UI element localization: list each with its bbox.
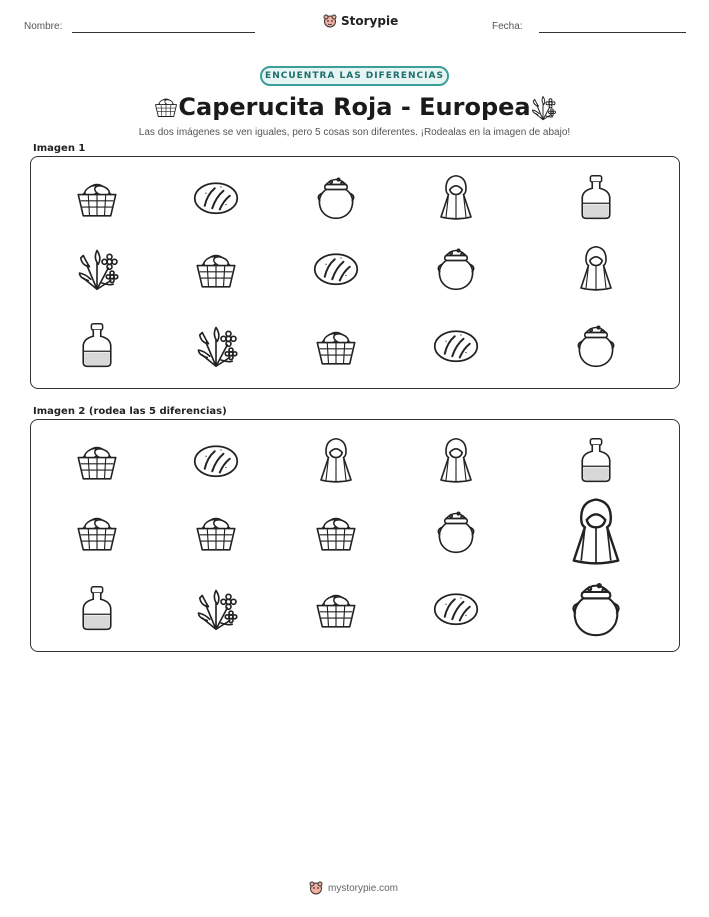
basket-icon [311,320,361,370]
image1-label: Imagen 1 [33,143,86,154]
storypie-mascot-icon [309,881,323,895]
basket-icon[interactable] [191,506,241,556]
bread-icon [191,172,241,222]
flowers-icon [191,320,241,370]
bread-icon [311,243,361,293]
cloak-icon[interactable] [311,435,361,485]
image1-panel [30,156,680,389]
basket-icon[interactable] [72,506,122,556]
basket-icon [72,172,122,222]
bread-icon[interactable] [191,435,241,485]
date-line[interactable] [539,32,686,33]
brand-name: Storypie [341,14,399,28]
cloak-icon [571,243,621,293]
pot-icon[interactable] [431,506,481,556]
flowers-icon[interactable] [191,583,241,633]
pot-icon [431,243,481,293]
storypie-mascot-icon [323,14,337,28]
bottle-icon [571,172,621,222]
bottle-icon[interactable] [571,435,621,485]
basket-icon[interactable] [72,435,122,485]
bottle-icon [72,320,122,370]
pot-icon [311,172,361,222]
name-line[interactable] [72,32,255,33]
footer-url[interactable]: mystorypie.com [328,882,399,894]
date-label: Fecha: [492,21,523,32]
bread-icon[interactable] [431,583,481,633]
cloak-icon[interactable] [431,435,481,485]
flowers-icon [72,243,122,293]
cloak-icon[interactable] [559,494,633,568]
footer [309,881,398,895]
image2-label: Imagen 2 (rodea las 5 diferencias) [33,406,227,417]
page-title: Caperucita Roja - Europea [178,93,531,121]
pot-icon[interactable] [564,576,628,640]
basket-icon [191,243,241,293]
basket-icon[interactable] [311,583,361,633]
image2-panel[interactable] [30,419,680,652]
instructions: Las dos imágenes se ven iguales, pero 5 cosas son diferentes. ¡Rodealas en la imagen de abajo! [138,127,571,138]
name-label: Nombre: [24,21,63,32]
pot-icon [571,320,621,370]
cloak-icon [431,172,481,222]
activity-badge: ENCUENTRA LAS DIFERENCIAS [260,66,449,86]
bottle-icon[interactable] [72,583,122,633]
brand-logo [323,14,398,28]
basket-icon[interactable] [311,506,361,556]
title-flowers-icon [528,92,558,126]
bread-icon [431,320,481,370]
